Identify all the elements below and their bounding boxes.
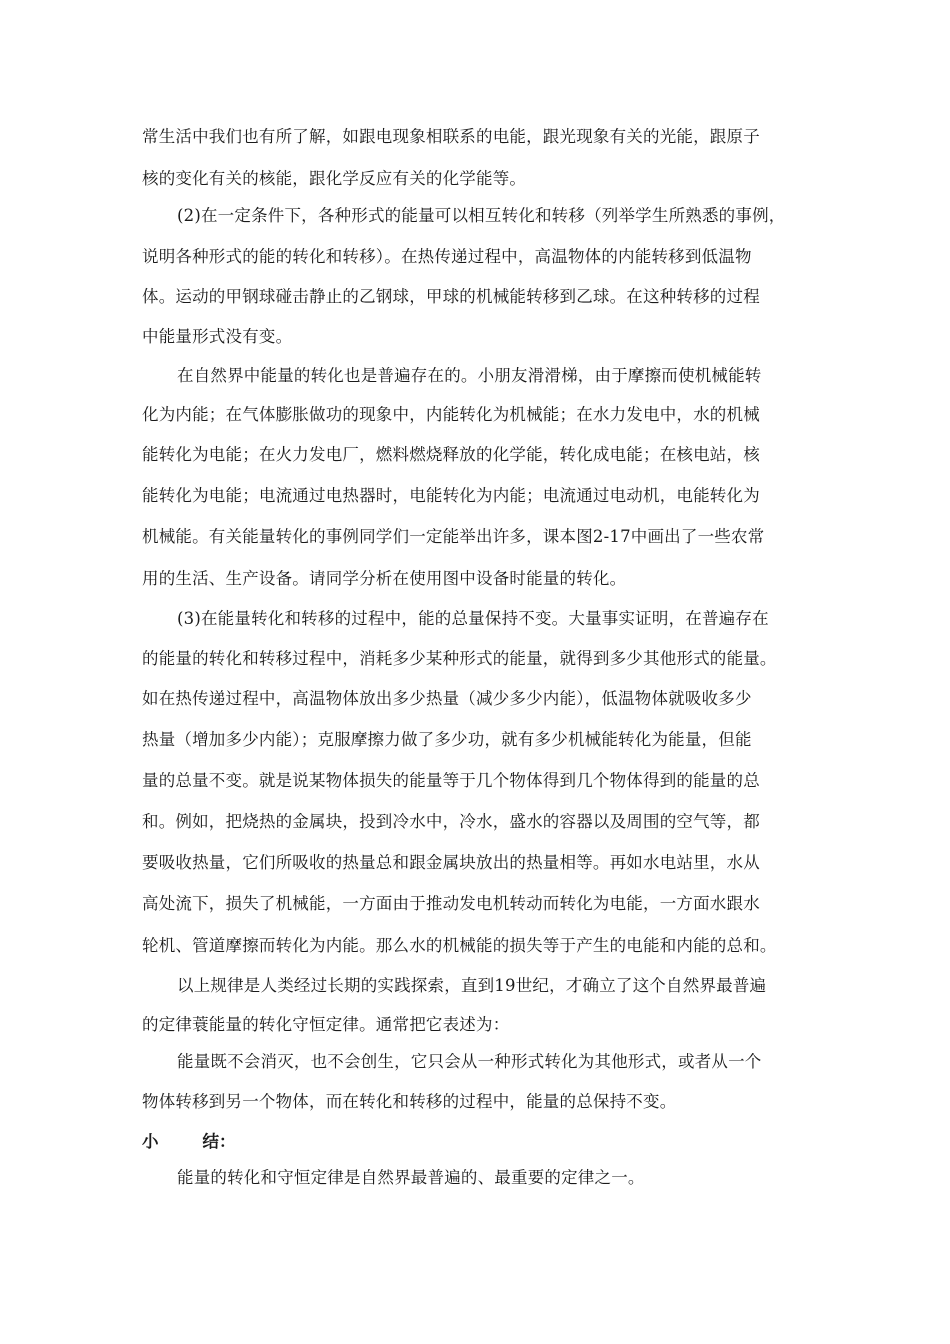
text-line: 在自然界中能量的转化也是普遍存在的。小朋友滑滑梯，由于摩擦而使机械能转 [177, 366, 762, 385]
text-line: 能转化为电能；电流通过电热器时，电能转化为内能；电流通过电动机，电能转化为 [142, 486, 760, 505]
text-line: 量的总量不变。就是说某物体损失的能量等于几个物体得到几个物体得到的能量的总 [142, 771, 760, 790]
summary-label-right: 结： [202, 1132, 236, 1151]
text-line: 说明各种形式的能的转化和转移）。在热传递过程中，高温物体的内能转移到低温物 [142, 247, 752, 266]
summary-label-left: 小 [142, 1132, 159, 1151]
text-line: 高处流下，损失了机械能，一方面由于推动发电机转动而转化为电能，一方面水跟水 [142, 894, 760, 913]
summary-text: 能量的转化和守恒定律是自然界最普遍的、最重要的定律之一。 [177, 1168, 645, 1187]
text-line: 物体转移到另一个物体，而在转化和转移的过程中，能量的总保持不变。 [142, 1092, 677, 1111]
text-line: 能量既不会消灭，也不会创生，它只会从一种形式转化为其他形式，或者从一个 [177, 1052, 762, 1071]
text-line: 核的变化有关的核能，跟化学反应有关的化学能等。 [142, 169, 527, 188]
summary-heading [142, 1132, 236, 1152]
text-line: 常生活中我们也有所了解，如跟电现象相联系的电能，跟光现象有关的光能，跟原子 [142, 127, 760, 146]
text-line: 热量（增加多少内能）；克服摩擦力做了多少功，就有多少机械能转化为能量，但能 [142, 730, 752, 749]
text-line: 用的生活、生产设备。请同学分析在使用图中设备时能量的转化。 [142, 569, 627, 588]
text-line: 化为内能；在气体膨胀做功的现象中，内能转化为机械能；在水力发电中，水的机械 [142, 405, 760, 424]
text-line: 如在热传递过程中，高温物体放出多少热量（减少多少内能），低温物体就吸收多少 [142, 689, 752, 708]
text-line: 的能量的转化和转移过程中，消耗多少某种形式的能量，就得到多少其他形式的能量。 [142, 649, 777, 668]
text-line: 中能量形式没有变。 [142, 327, 293, 346]
text-line: 体。运动的甲钢球碰击静止的乙钢球，甲球的机械能转移到乙球。在这种转移的过程 [142, 287, 760, 306]
text-line: (3)在能量转化和转移的过程中，能的总量保持不变。大量事实证明，在普遍存在 [177, 609, 769, 628]
text-line: (2)在一定条件下，各种形式的能量可以相互转化和转移（列举学生所熟悉的事例， [177, 206, 786, 225]
text-line: 轮机、管道摩擦而转化为内能。那么水的机械能的损失等于产生的电能和内能的总和。 [142, 936, 777, 955]
text-line: 和。例如，把烧热的金属块，投到冷水中，冷水，盛水的容器以及周围的空气等，都 [142, 812, 760, 831]
text-line: 能转化为电能；在火力发电厂，燃料燃烧释放的化学能，转化成电能；在核电站，核 [142, 445, 760, 464]
text-line: 以上规律是人类经过长期的实践探索，直到19世纪，才确立了这个自然界最普遍 [177, 976, 767, 995]
text-line: 要吸收热量，它们所吸收的热量总和跟金属块放出的热量相等。再如水电站里，水从 [142, 853, 760, 872]
text-line: 机械能。有关能量转化的事例同学们一定能举出许多，课本图2-17中画出了一些农常 [142, 527, 765, 546]
text-line: 的定律蓑能量的转化守恒定律。通常把它表述为： [142, 1015, 510, 1034]
